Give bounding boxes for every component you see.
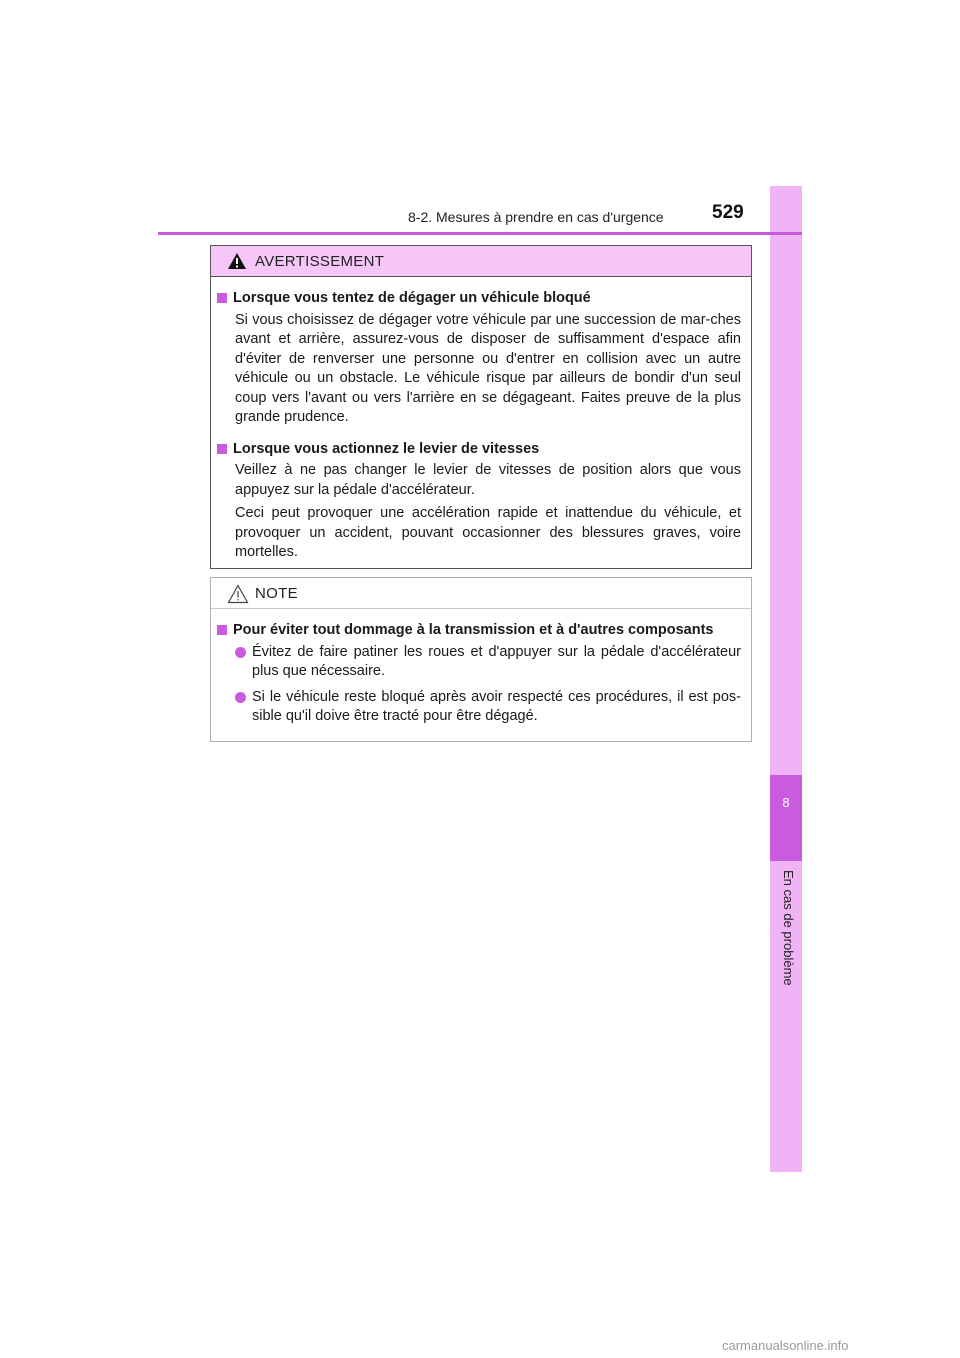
- note-body: [211, 609, 751, 727]
- section-title: 8-2. Mesures à prendre en cas d'urgence: [408, 209, 664, 225]
- warning-subheading: [217, 289, 741, 309]
- warning-paragraph: Ceci peut provoquer une accélération rapide et inattendue du véhicule, et provoquer un accident, pouvant occasionner des blessures graves, voire mortelles.: [235, 505, 741, 560]
- caution-outline-icon: [227, 584, 249, 604]
- note-subheading: [217, 621, 741, 641]
- square-bullet-icon: [217, 625, 227, 635]
- warning-body: [211, 277, 751, 563]
- warning-box: [210, 245, 752, 569]
- subheading-text: Pour éviter tout dommage à la transmission et à d'autres composants: [233, 622, 714, 638]
- note-box: [210, 577, 752, 742]
- square-bullet-icon: [217, 444, 227, 454]
- round-bullet-icon: [235, 692, 246, 703]
- warning-paragraph: Veillez à ne pas changer le levier de vitesses de position alors que vous appuyez sur la pédale d'accélérateur.: [235, 462, 741, 498]
- warning-header: [211, 246, 751, 277]
- bullet-text: Évitez de faire patiner les roues et d'appuyer sur la pédale d'accélérateur plus que nécessaire.: [252, 643, 741, 679]
- warning-subheading: [217, 440, 741, 460]
- subheading-text: Lorsque vous actionnez le levier de vitesses: [233, 440, 540, 457]
- list-item: [235, 688, 741, 727]
- bullet-text: Si le véhicule reste bloqué après avoir respecté ces procédures, il est pos-sible qu'il doive être tracté pour être dégagé.: [252, 688, 741, 724]
- square-bullet-icon: [217, 293, 227, 303]
- watermark: carmanualsonline.info: [722, 1338, 849, 1353]
- chapter-side-tab: [770, 186, 802, 1172]
- header-rule: [158, 232, 802, 235]
- page-number: 529: [712, 202, 744, 223]
- warning-paragraph: Si vous choisissez de dégager votre véhicule par une succession de mar-ches avant et arrière, assurez-vous de disposer de suffisamment d'espace afin d'éviter de renverser une personne ou d'entrer en collision avec un autre véhicule ou un obstacle. Le véhicule risque par ailleurs de bondir d'un seul coup vers l'avant ou vers l'arrière en se dégageant. Faites preuve de la plus grande prudence.: [235, 311, 741, 425]
- chapter-number: 8: [782, 795, 790, 810]
- warning-icon: [227, 252, 247, 270]
- subheading-text: Lorsque vous tentez de dégager un véhicule bloqué: [233, 290, 591, 306]
- warning-title: AVERTISSEMENT: [255, 253, 385, 270]
- chapter-title: En cas de problème: [781, 870, 796, 986]
- note-title: NOTE: [255, 585, 298, 602]
- note-header: [211, 578, 751, 609]
- chapter-tab-active[interactable]: [770, 775, 802, 861]
- list-item: [235, 643, 741, 682]
- round-bullet-icon: [235, 647, 246, 658]
